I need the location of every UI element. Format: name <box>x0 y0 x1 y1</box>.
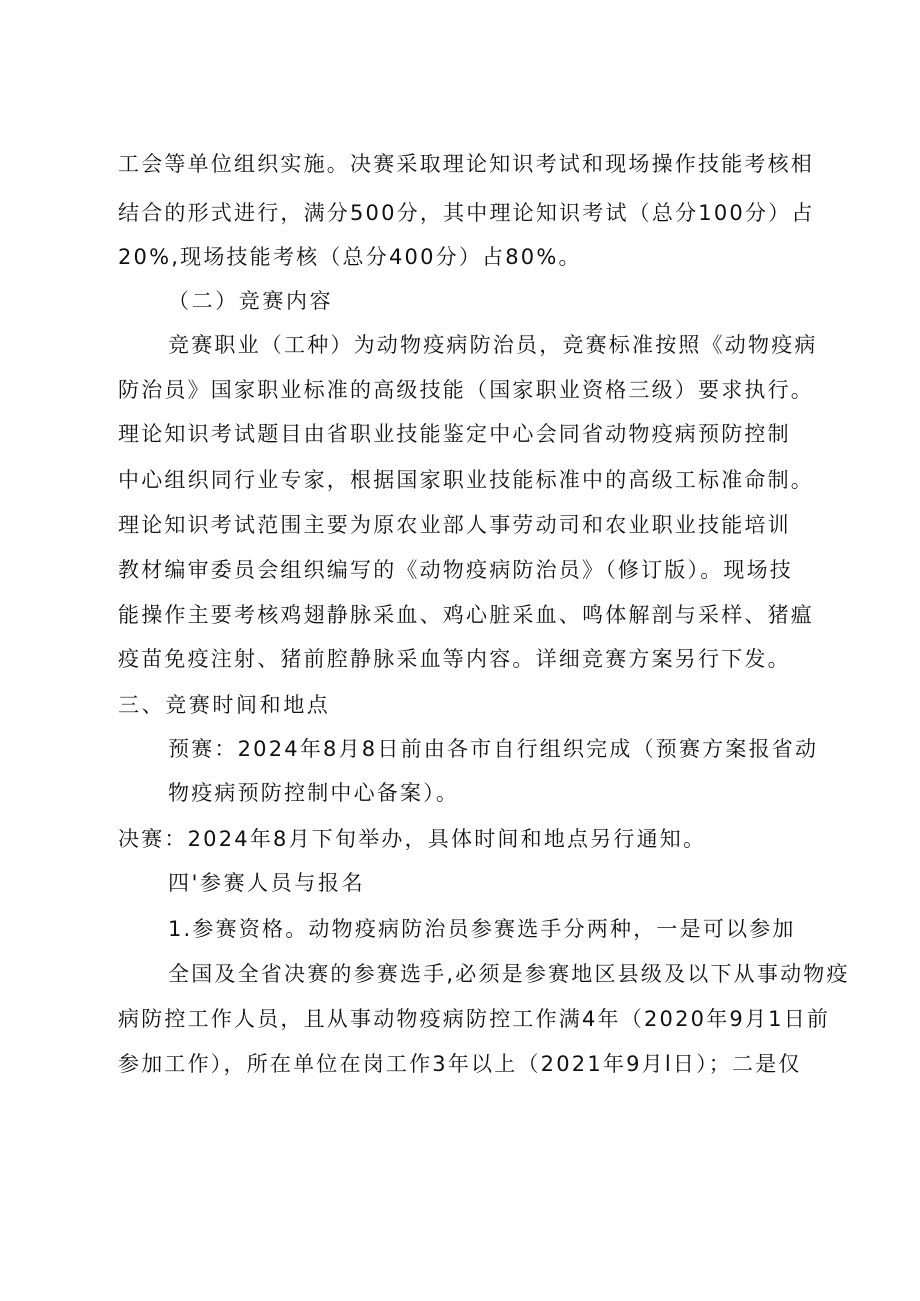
body-text-line: 能操作主要考核鸡翅静脉采血、鸡心脏采血、鸣体解剖与采样、猪瘟 <box>118 603 814 627</box>
body-text-line: 中心组织同行业专家，根据国家职业技能标准中的高级工标准命制。 <box>118 468 814 492</box>
body-text-line: 20%,现场技能考核（总分400分）占80%。 <box>118 245 582 269</box>
body-text-line: 全国及全省决赛的参赛选手,必须是参赛地区县级及以下从事动物疫 <box>168 962 850 986</box>
body-text-line: 病防控工作人员，且从事动物疫病防控工作满4年（2020年9月1日前 <box>118 1007 831 1031</box>
body-text-line: 工会等单位组织实施。决赛采取理论知识考试和现场操作技能考核相 <box>118 152 814 176</box>
body-text-line: 1.参赛资格。动物疫病防治员参赛选手分两种，一是可以参加 <box>168 917 796 941</box>
body-text-line: 参加工作），所在单位在岗工作3年以上（2021年9月l日）；二是仅 <box>118 1052 802 1076</box>
section-heading-competition-content: （二）竞赛内容 <box>168 289 334 313</box>
body-text-line: 疫苗免疫注射、猪前腔静脉采血等内容。详细竞赛方案另行下发。 <box>118 647 791 671</box>
body-text-line: 物疫病预防控制中心备案）。 <box>168 781 460 805</box>
body-text-line: 教材编审委员会组织编写的《动物疫病防治员》（修订版）。现场技 <box>118 558 793 582</box>
body-text-line: 结合的形式进行，满分500分，其中理论知识考试（总分100分）占 <box>118 201 815 225</box>
body-text-line: 防治员》国家职业标准的高级技能（国家职业资格三级）要求执行。 <box>118 378 814 402</box>
section-heading-time-and-place: 三、竞赛时间和地点 <box>118 693 331 717</box>
body-text-line: 决赛：2024年8月下旬举办，具体时间和地点另行通知。 <box>118 827 707 851</box>
body-text-line: 理论知识考试题目由省职业技能鉴定中心会同省动物疫病预防控制 <box>118 422 791 446</box>
body-text-line: 竞赛职业（工种）为动物疫病防治员，竞赛标准按照《动物疫病 <box>168 333 818 357</box>
body-text-line: 预赛：2024年8月8日前由各市自行组织完成（预赛方案报省动 <box>168 737 819 761</box>
section-heading-participants: 四'参赛人员与报名 <box>168 871 366 895</box>
body-text-line: 理论知识考试范围主要为原农业部人事劳动司和农业职业技能培训 <box>118 513 791 537</box>
